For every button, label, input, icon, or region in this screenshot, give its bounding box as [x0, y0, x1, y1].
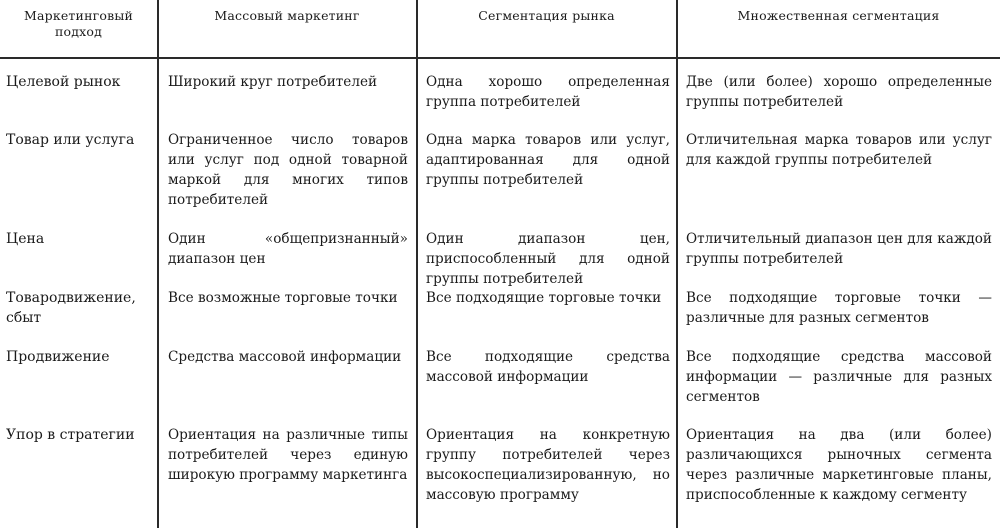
row-label-price: Цена — [6, 231, 45, 247]
cell-multi-target-market: Две (или более) хорошо определенные группы потребителей — [686, 74, 992, 110]
cell-mass-strategy: Ориентация на различные типы потребителей через единую широкую программу маркетинга — [168, 427, 408, 483]
column-divider — [157, 0, 159, 528]
cell-mass-product: Ограниченное число товаров или услуг под одной товарной маркой для многих типов потребителей — [168, 132, 408, 208]
header-divider — [0, 57, 1000, 59]
cell-segment-promotion: Все подходящие средства массовой информации — [426, 349, 670, 385]
cell-segment-distribution: Все подходящие торговые точки — [426, 290, 662, 306]
header-multiple-segmentation: Множественная сегментация — [737, 8, 940, 23]
header-mass-marketing: Массовый маркетинг — [214, 8, 360, 23]
cell-mass-distribution: Все возможные торговые точки — [168, 290, 398, 306]
cell-multi-distribution: Все подходящие торговые точки — различные для разных сегментов — [686, 290, 992, 326]
cell-multi-price: Отличительный диапазон цен для каждой группы потребителей — [686, 231, 992, 267]
cell-segment-target-market: Одна хорошо определенная группа потребителей — [426, 74, 670, 110]
cell-mass-target-market: Широкий круг потребителей — [168, 74, 378, 90]
cell-multi-promotion: Все подходящие средства массовой информации — различные для разных сегментов — [686, 349, 992, 405]
header-approach: Маркетинговый подход — [23, 8, 134, 39]
cell-mass-price: Один «общепризнанный» диапазон цен — [168, 231, 408, 267]
header-market-segmentation: Сегментация рынка — [478, 8, 615, 23]
cell-segment-product: Одна марка товаров или услуг, адаптированная для одной группы потребителей — [426, 132, 670, 188]
row-label-strategy: Упор в стратегии — [6, 427, 135, 443]
cell-multi-strategy: Ориентация на два (или более) различающихся рыночных сегмента через различные маркетинговые планы, приспособленные к каждому сегменту — [686, 427, 992, 503]
row-label-target-market: Целевой рынок — [6, 74, 121, 90]
column-divider — [676, 0, 678, 528]
cell-segment-strategy: Ориентация на конкретную группу потребителей через высокоспециализированную, но массовую программу — [426, 427, 670, 503]
row-label-promotion: Продвижение — [6, 349, 110, 365]
cell-segment-price: Один диапазон цен, приспособленный для одной группы потребителей — [426, 231, 670, 287]
row-label-product: Товар или услуга — [6, 132, 135, 148]
row-label-distribution: Товародвижение, сбыт — [6, 290, 136, 326]
cell-multi-product: Отличительная марка товаров или услуг для каждой группы потребителей — [686, 132, 992, 168]
column-divider — [416, 0, 418, 528]
cell-mass-promotion: Средства массовой информации — [168, 349, 402, 365]
